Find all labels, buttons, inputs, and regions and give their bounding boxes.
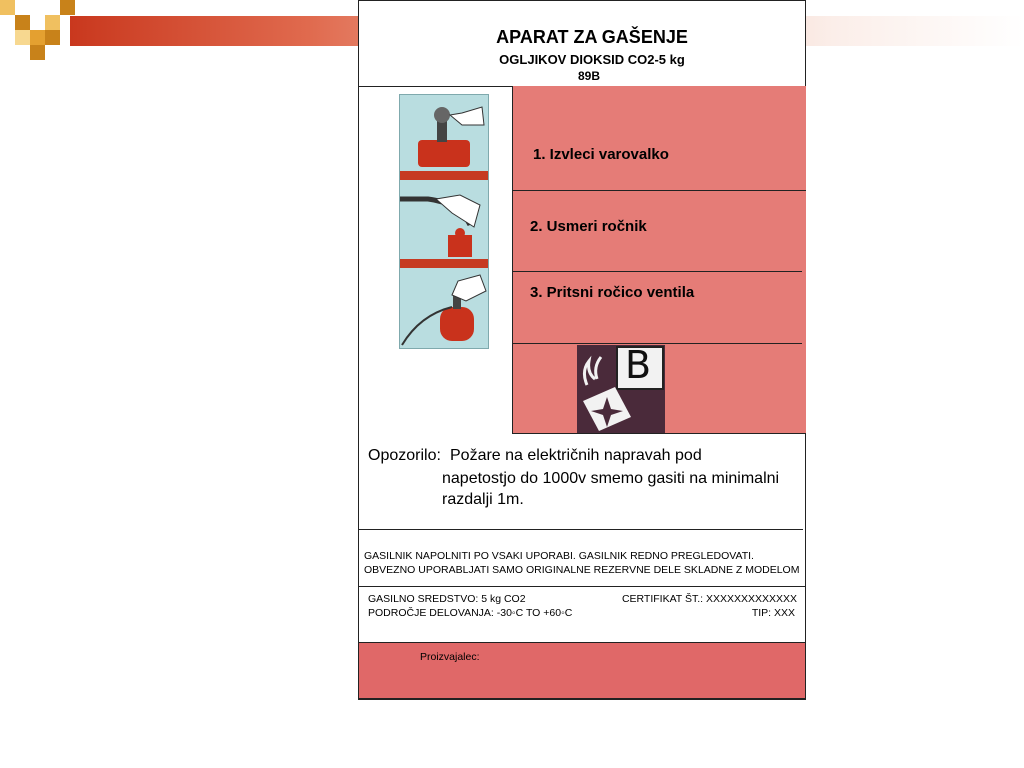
- step-divider: [513, 190, 806, 191]
- spec-agent: GASILNO SREDSTVO: 5 kg CO2: [368, 593, 526, 605]
- decor-square: [30, 45, 45, 60]
- label-title: APARAT ZA GAŠENJE: [496, 27, 688, 47]
- step-1-label: 1. Izvleci varovalko: [533, 146, 669, 163]
- decor-square: [15, 30, 30, 45]
- decor-square: [45, 15, 60, 30]
- manufacturer-label: Proizvajalec:: [420, 651, 480, 663]
- fire-class-b-icon: [577, 345, 665, 433]
- pictogram-divider: [400, 171, 489, 180]
- decor-square: [60, 0, 75, 15]
- spec-operating-range: PODROČJE DELOVANJA: -30◦C TO +60◦C: [368, 607, 573, 619]
- spec-type: TIP: XXX: [751, 607, 795, 619]
- fire-rating: 89B: [577, 69, 600, 83]
- warning-text-line-2: napetostjo do 1000v smemo gasiti na minimalni: [442, 470, 780, 487]
- step-2-label: 2. Usmeri ročnik: [530, 218, 647, 235]
- notice-line-1: GASILNIK NAPOLNITI PO VSAKI UPORABI. GASILNIK REDNO PREGLEDOVATI.: [364, 550, 754, 562]
- pictogram-divider: [400, 259, 489, 268]
- extinguisher-label: [358, 0, 806, 700]
- label-subtitle: OGLJIKOV DIOKSID CO2-5 kg: [499, 52, 685, 67]
- fire-class-letter: B: [625, 343, 652, 387]
- notice-line-2: OBVEZNO UPORABLJATI SAMO ORIGINALNE REZERVNE DELE SKLADNE Z MODELOM: [364, 564, 800, 576]
- section-divider: [359, 586, 805, 587]
- warning-section: [359, 433, 805, 529]
- warning-label: Opozorilo:: [368, 447, 441, 464]
- label-title-section: [359, 1, 805, 87]
- decor-square: [15, 15, 30, 30]
- extinguisher-usage-pictogram: [399, 94, 489, 349]
- section-divider: [359, 529, 803, 530]
- instruction-steps-panel: [512, 86, 806, 434]
- decor-square: [30, 30, 45, 45]
- spec-certificate: CERTIFIKAT ŠT.: XXXXXXXXXXXXX: [621, 593, 797, 605]
- decor-square: [0, 0, 15, 15]
- step-divider: [513, 271, 802, 272]
- manufacturer-section: [359, 643, 805, 699]
- step-divider: [513, 343, 802, 344]
- extinguisher-pictogram-icon: [400, 95, 489, 349]
- warning-text-line-1: Požare na električnih napravah pod: [450, 447, 702, 464]
- step-3-label: 3. Pritsni ročico ventila: [530, 284, 695, 301]
- warning-text-line-3: razdalji 1m.: [442, 491, 524, 508]
- decor-square: [45, 30, 60, 45]
- maintenance-notice: [364, 549, 799, 577]
